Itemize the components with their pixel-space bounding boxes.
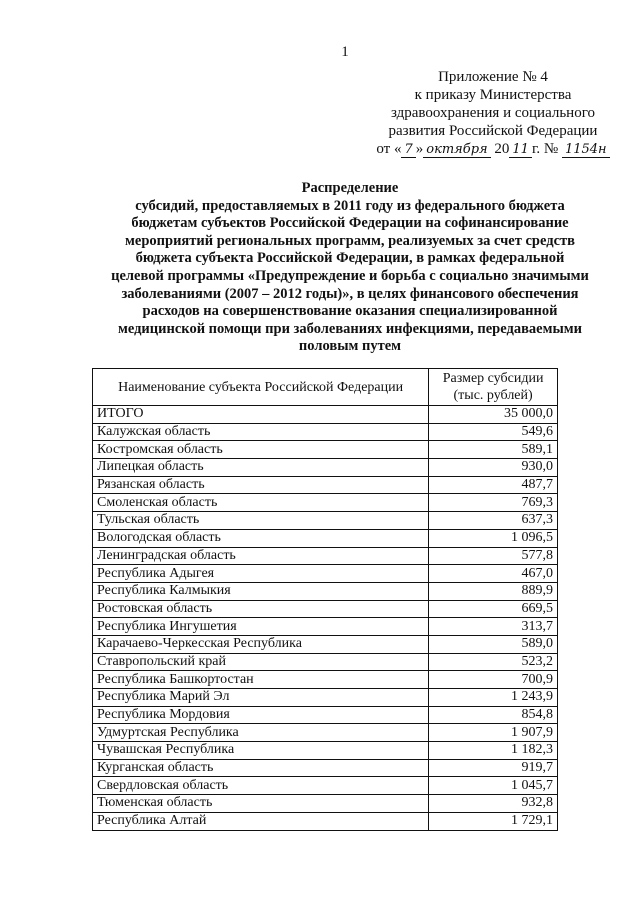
title-line-4: мероприятий региональных программ, реализуемых за счет средств — [125, 232, 575, 249]
region-name-cell: ИТОГО — [93, 406, 429, 424]
subsidy-amount-cell: 589,0 — [429, 635, 558, 653]
table-row — [93, 476, 558, 494]
region-name-cell: Ставропольский край — [93, 653, 429, 671]
table-row — [93, 635, 558, 653]
subsidy-amount-cell: 854,8 — [429, 706, 558, 724]
table-row — [93, 689, 558, 707]
region-name-cell: Тульская область — [93, 512, 429, 530]
title-line-3: бюджетам субъектов Российской Федерации на софинансирование — [131, 215, 569, 232]
column-header-amount-line-1: Размер субсидии — [442, 371, 544, 386]
order-prefix: от « — [376, 141, 402, 157]
title-line-6: целевой программы «Предупреждение и борьба с социально значимыми — [111, 267, 589, 284]
title-line-9: медицинской помощи при заболеваниях инфекциями, передаваемыми — [117, 320, 583, 337]
table-row — [93, 459, 558, 477]
title-line-2: субсидий, предоставляемых в 2011 году из федерального бюджета — [135, 197, 565, 214]
subsidy-amount-cell: 1 045,7 — [429, 777, 558, 795]
region-name-cell: Чувашская Республика — [93, 742, 429, 760]
table-header-row — [93, 369, 558, 406]
table-body — [93, 406, 558, 831]
region-name-cell: Свердловская область — [93, 777, 429, 795]
subsidy-table — [92, 368, 558, 831]
table-row — [93, 795, 558, 813]
table-row — [93, 812, 558, 830]
region-name-cell: Удмуртская Республика — [93, 724, 429, 742]
subsidy-amount-cell: 589,1 — [429, 441, 558, 459]
region-name-cell: Ростовская область — [93, 600, 429, 618]
title-line-10: половым путем — [298, 338, 402, 355]
subsidy-amount-cell: 1 243,9 — [429, 689, 558, 707]
subsidy-amount-cell: 1 096,5 — [429, 529, 558, 547]
subsidy-amount-cell: 637,3 — [429, 512, 558, 530]
region-name-cell: Костромская область — [93, 441, 429, 459]
table-row — [93, 565, 558, 583]
region-name-cell: Республика Башкортостан — [93, 671, 429, 689]
column-header-amount — [429, 369, 558, 406]
subsidy-amount-cell: 932,8 — [429, 795, 558, 813]
table-row — [93, 441, 558, 459]
table-row — [93, 529, 558, 547]
region-name-cell: Курганская область — [93, 759, 429, 777]
region-name-cell: Калужская область — [93, 423, 429, 441]
order-number-label: г. № — [531, 141, 559, 157]
table-row — [93, 777, 558, 795]
appendix-line-1: Приложение № 4 — [438, 69, 548, 85]
region-name-cell: Республика Алтай — [93, 812, 429, 830]
subsidy-amount-cell: 1 182,3 — [429, 742, 558, 760]
table-row — [93, 547, 558, 565]
order-number: 1154н — [562, 142, 610, 158]
subsidy-amount-cell: 467,0 — [429, 565, 558, 583]
column-header-name: Наименование субъекта Российской Федерации — [93, 369, 429, 406]
order-year-suffix: 11 — [509, 142, 532, 158]
region-name-cell: Ленинградская область — [93, 547, 429, 565]
appendix-line-4: развития Российской Федерации — [388, 123, 598, 139]
title-line-1: Распределение — [301, 180, 399, 196]
region-name-cell: Республика Адыгея — [93, 565, 429, 583]
region-name-cell: Смоленская область — [93, 494, 429, 512]
title-line-8: расходов на совершенствование оказания специализированной — [142, 303, 558, 320]
table-row — [93, 742, 558, 760]
table-row — [93, 582, 558, 600]
region-name-cell: Тюменская область — [93, 795, 429, 813]
subsidy-amount-cell: 1 729,1 — [429, 812, 558, 830]
title-line-5: бюджета субъекта Российской Федерации, в рамках федеральной — [135, 250, 565, 267]
table-row — [93, 653, 558, 671]
subsidy-amount-cell: 669,5 — [429, 600, 558, 618]
column-header-amount-line-2: (тыс. рублей) — [453, 388, 533, 403]
table-row — [93, 512, 558, 530]
document-title — [60, 180, 640, 356]
region-name-cell: Республика Калмыкия — [93, 582, 429, 600]
order-reference — [358, 140, 628, 159]
order-day: 7 — [401, 142, 415, 158]
appendix-line-3: здравоохранения и социального — [390, 105, 595, 121]
appendix-header — [358, 68, 628, 159]
table-row — [93, 406, 558, 424]
order-mid: » — [415, 141, 424, 157]
subsidy-amount-cell: 769,3 — [429, 494, 558, 512]
region-name-cell: Вологодская область — [93, 529, 429, 547]
subsidy-amount-cell: 523,2 — [429, 653, 558, 671]
table-row — [93, 618, 558, 636]
subsidy-amount-cell: 487,7 — [429, 476, 558, 494]
region-name-cell: Липецкая область — [93, 459, 429, 477]
page-number: 1 — [341, 44, 349, 60]
subsidy-amount-cell: 549,6 — [429, 423, 558, 441]
region-name-cell: Республика Мордовия — [93, 706, 429, 724]
subsidy-amount-cell: 35 000,0 — [429, 406, 558, 424]
table-row — [93, 494, 558, 512]
table-row — [93, 724, 558, 742]
region-name-cell: Республика Марий Эл — [93, 689, 429, 707]
order-year-prefix: 20 — [494, 141, 510, 157]
table-row — [93, 423, 558, 441]
region-name-cell: Рязанская область — [93, 476, 429, 494]
title-line-7: заболеваниями (2007 – 2012 годы)», в целях финансового обеспечения — [121, 285, 579, 302]
subsidy-amount-cell: 700,9 — [429, 671, 558, 689]
subsidy-amount-cell: 313,7 — [429, 618, 558, 636]
subsidy-amount-cell: 577,8 — [429, 547, 558, 565]
table-row — [93, 671, 558, 689]
table-row — [93, 759, 558, 777]
table-row — [93, 600, 558, 618]
appendix-line-2: к приказу Министерства — [414, 87, 572, 103]
subsidy-amount-cell: 930,0 — [429, 459, 558, 477]
subsidy-amount-cell: 889,9 — [429, 582, 558, 600]
order-month: октября — [423, 142, 490, 158]
subsidy-amount-cell: 919,7 — [429, 759, 558, 777]
region-name-cell: Республика Ингушетия — [93, 618, 429, 636]
subsidy-amount-cell: 1 907,9 — [429, 724, 558, 742]
region-name-cell: Карачаево-Черкесская Республика — [93, 635, 429, 653]
table-row — [93, 706, 558, 724]
